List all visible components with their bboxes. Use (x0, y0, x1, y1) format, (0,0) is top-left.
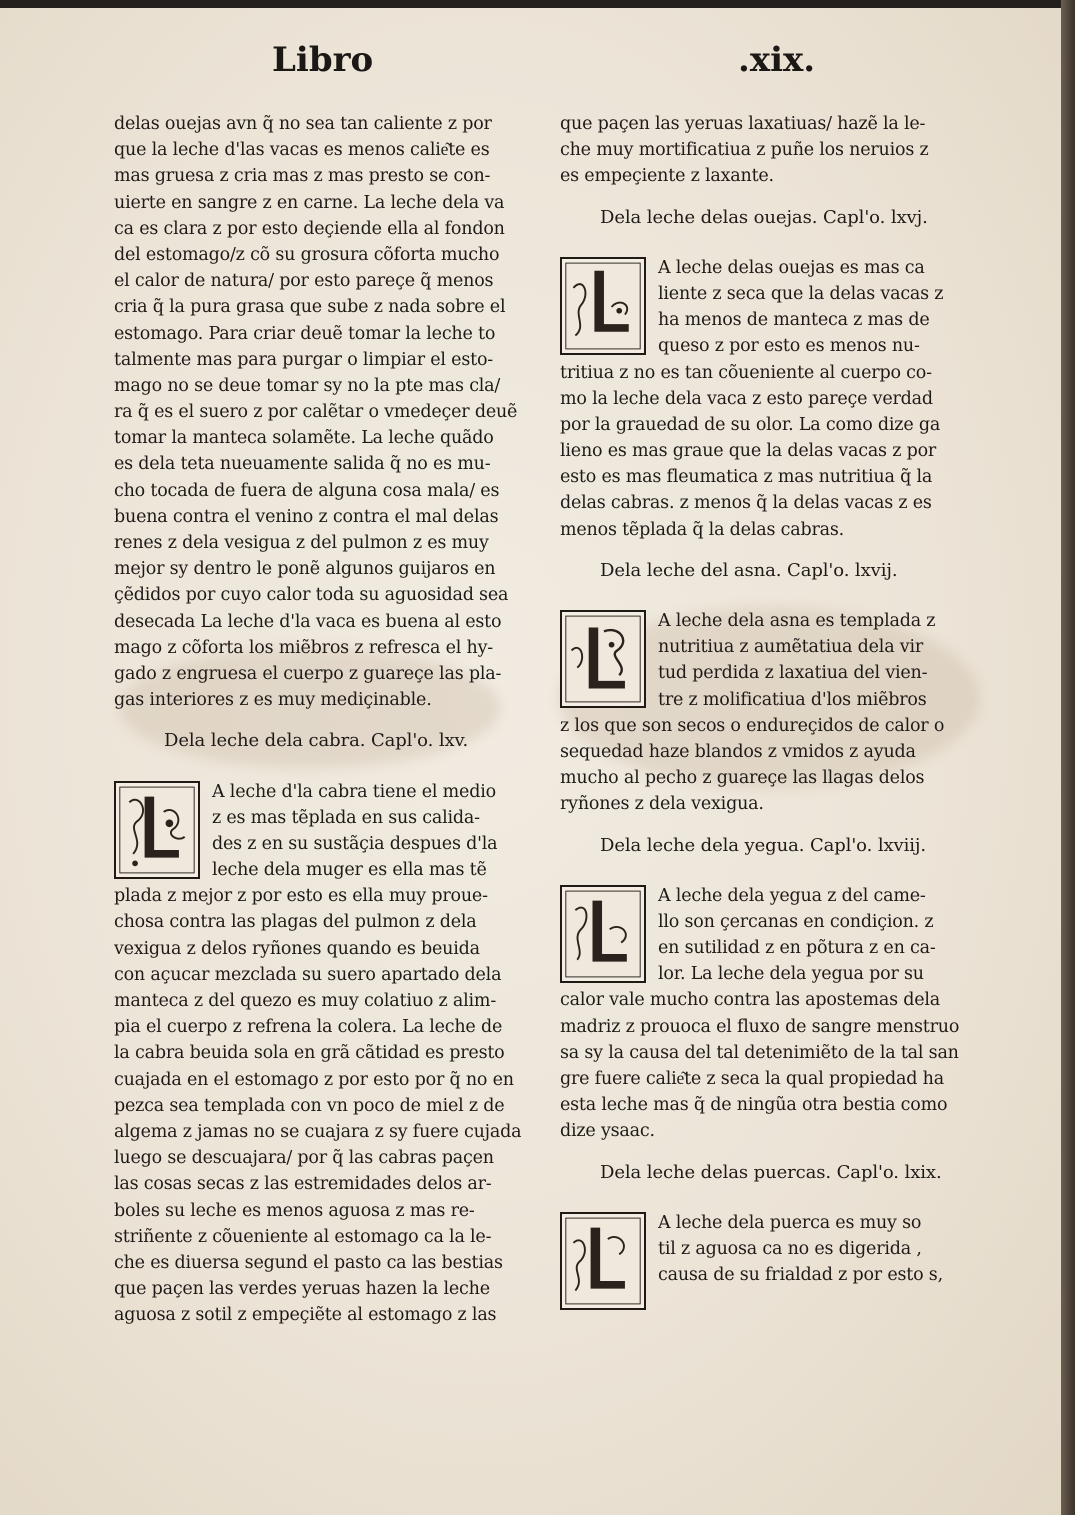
text-line: del estomago/z cõ su grosura cõforta mucho (114, 244, 500, 265)
text-line: pia el cuerpo z refrena la colera. La leche de (114, 1017, 503, 1038)
chapter-66-full-lines (560, 360, 960, 543)
woodcut-initial-l (560, 1212, 646, 1310)
text-line: til z aguosa ca no es digerida , (658, 1239, 922, 1259)
text-line: vexigua z delos ryñones quando es beuida (114, 938, 480, 959)
text-line: mago z cõforta los miẽbros z refresca el hy- (114, 637, 493, 658)
text-line: boles su leche es menos aguosa z mas re- (114, 1200, 475, 1221)
chapter-69-body (560, 1210, 960, 1289)
left-column (114, 111, 522, 1328)
text-line: talmente mas para purgar o limpiar el esto- (114, 349, 493, 370)
text-line: calor vale mucho contra las apostemas dela (560, 990, 941, 1011)
text-line: esto es mas fleumatica z mas nutritiua q̃ la (560, 467, 933, 488)
text-line: mejor sy dentro le ponẽ algunos guijaros en (114, 559, 496, 580)
chapter-67-body (560, 608, 960, 818)
right-text-block (560, 111, 960, 190)
decorated-letter-l-icon (562, 612, 644, 706)
text-line: buena contra el venino z contra el mal delas (114, 506, 499, 527)
text-line: A leche dela asna es templada z (658, 611, 936, 632)
text-line: las cosas secas z las estremidades delos ar- (114, 1174, 492, 1195)
text-line: gre fuere calie͂te z seca la qual propiedad ha (560, 1069, 944, 1090)
text-line: por la grauedad de su olor. La como dize ga (560, 414, 941, 435)
text-line: con açucar mezclada su suero apartado dela (114, 964, 502, 985)
woodcut-initial-l (560, 257, 646, 355)
text-line: mucho al pecho z guareçe las llagas delos (560, 768, 925, 789)
text-line: ryñones z dela vexigua. (560, 794, 764, 815)
chapter-68-full-lines (560, 987, 960, 1144)
text-line: madriz z prouoca el fluxo de sangre menstruo (560, 1016, 960, 1037)
text-line: gado z engruesa el cuerpo z guareçe las pla- (114, 663, 502, 684)
text-line: delas ouejas avn q̃ no sea tan caliente z por (114, 114, 492, 134)
text-line: algema z jamas no se cuajara z sy fuere cujada (114, 1121, 522, 1142)
text-line: mo la leche dela vaca z esto pareçe verdad (560, 388, 933, 409)
text-line: sequedad haze blandos z vmidos z ayuda (560, 741, 916, 762)
right-column (560, 111, 960, 1288)
text-line: z los que son secos o endureçidos de calor o (560, 715, 945, 736)
text-line: A leche d'la cabra tiene el medio (212, 781, 496, 802)
text-line: que paçen las yeruas laxatiuas/ hazẽ la le- (560, 114, 926, 134)
decorated-letter-l-icon (562, 887, 644, 981)
text-line: gas interiores z es muy mediçinable. (114, 690, 432, 711)
text-line: lor. La leche dela yegua por su (658, 964, 924, 985)
text-line: z es mas tẽplada en sus calida- (212, 807, 480, 828)
decorated-letter-l-icon (116, 783, 198, 877)
chapter-heading-65: Dela leche dela cabra. Capl'o. lxv. (164, 730, 469, 752)
text-line: A leche delas ouejas es mas ca (658, 257, 925, 278)
text-line: che es diuersa segund el pasto ca las bestias (114, 1252, 503, 1273)
chapter-65-body (114, 779, 522, 1329)
text-line: çẽdidos por cuyo calor toda su aguosidad sea (114, 585, 509, 606)
woodcut-initial-l (114, 781, 200, 879)
chapter-heading-66: Dela leche delas ouejas. Capl'o. lxvj. (600, 206, 928, 228)
text-line: pezca sea templada con vn poco de miel z de (114, 1095, 505, 1116)
chapter-68-body (560, 883, 960, 1145)
text-line: nutritiua z aumẽtatiua dela vir (658, 637, 924, 658)
text-line: dize ysaac. (560, 1121, 655, 1142)
text-line: plada z mejor z por esto es ella muy proue- (114, 886, 488, 907)
text-line: llo son çercanas en condiçion. z (658, 911, 934, 932)
text-line: aguosa z sotil z empeçiẽte al estomago z las (114, 1305, 497, 1326)
chapter-67-full-lines (560, 713, 960, 818)
chapter-heading-67: Dela leche del asna. Capl'o. lxvij. (600, 559, 898, 581)
text-line: mas gruesa z cria mas z mas presto se con- (114, 166, 491, 187)
text-line: tud perdida z laxatiua del vien- (658, 663, 928, 684)
decorated-letter-l-icon (562, 259, 644, 353)
text-line: leche dela muger es ella mas tẽ (212, 860, 487, 881)
text-line: queso z por esto es menos nu- (658, 336, 920, 357)
woodcut-initial-l (560, 885, 646, 983)
scan-right-edge (1061, 0, 1075, 1515)
text-line: uierte en sangre z en carne. La leche dela va (114, 192, 505, 213)
text-line: delas cabras. z menos q̃ la delas vacas z es (560, 493, 932, 514)
text-line: tomar la manteca solamẽte. La leche quãdo (114, 428, 494, 449)
text-line: causa de su frialdad z por esto s, (658, 1265, 943, 1286)
book-page (0, 8, 1063, 1515)
text-line: la cabra beuida sola en grã cãtidad es presto (114, 1043, 505, 1064)
text-line: che muy mortificatiua z puñe los neruios z (560, 140, 929, 161)
text-line: el calor de natura/ por esto pareçe q̃ menos (114, 271, 494, 292)
text-line: cuajada en el estomago z por esto por q̃ no en (114, 1069, 514, 1090)
chapter-66-body (560, 255, 960, 543)
text-line: menos tẽplada q̃ la delas cabras. (560, 519, 844, 540)
text-line: es dela teta nueuamente salida q̃ no es mu- (114, 454, 491, 475)
text-line: estomago. Para criar deuẽ tomar la leche to (114, 323, 496, 344)
running-head-right: .xix. (738, 40, 816, 80)
text-line: que la leche d'las vacas es menos calie͂te es (114, 140, 490, 161)
left-text-block (114, 111, 518, 713)
text-line: ha menos de manteca z mas de (658, 310, 930, 331)
text-line: desecada La leche d'la vaca es buena al esto (114, 611, 502, 632)
text-line: que paçen las verdes yeruas hazen la leche (114, 1279, 490, 1300)
text-line: renes z dela vesigua z del pulmon z es muy (114, 533, 489, 553)
text-line: A leche dela yegua z del came- (658, 885, 926, 906)
text-line: sa sy la causa del tal detenimiẽto de la tal san (560, 1042, 959, 1063)
text-line: A leche dela puerca es muy so (658, 1212, 922, 1233)
text-line: es empeçiente z laxante. (560, 166, 774, 187)
text-line: striñente z cõueniente al estomago ca la le- (114, 1226, 492, 1247)
text-line: manteca z del quezo es muy colatiuo z alim- (114, 991, 497, 1012)
text-line: esta leche mas q̃ de ningũa otra bestia como (560, 1095, 948, 1116)
text-line: tritiua z no es tan cõueniente al cuerpo co- (560, 362, 932, 383)
text-line: cria q̃ la pura grasa que sube z nada sobre el (114, 297, 506, 318)
chapter-heading-69: Dela leche delas puercas. Capl'o. lxix. (600, 1161, 942, 1183)
decorated-letter-l-icon (562, 1214, 644, 1308)
text-line: lieno es mas graue que la delas vacas z por (560, 441, 937, 462)
text-line: chosa contra las plagas del pulmon z dela (114, 912, 477, 933)
text-line: des z en su sustãçia despues d'la (212, 833, 498, 854)
chapter-65-full-lines (114, 883, 522, 1328)
text-line: ra q̃ es el suero z por calẽtar o vmedeçer deuẽ (114, 402, 518, 423)
chapter-heading-68: Dela leche dela yegua. Capl'o. lxviij. (600, 834, 927, 856)
running-head-left: Libro (272, 40, 374, 80)
text-line: cho tocada de fuera de alguna cosa mala/ es (114, 480, 500, 501)
text-line: ca es clara z por esto deçiende ella al fondon (114, 218, 505, 239)
text-line: liente z seca que la delas vacas z (658, 283, 944, 304)
text-line: tre z molificatiua d'los miẽbros (658, 689, 927, 710)
text-line: en sutilidad z en põtura z en ca- (658, 938, 936, 959)
text-line: luego se descuajara/ por q̃ las cabras paçen (114, 1148, 494, 1169)
woodcut-initial-l (560, 610, 646, 708)
text-line: mago no se deue tomar sy no la pte mas cla/ (114, 375, 501, 396)
